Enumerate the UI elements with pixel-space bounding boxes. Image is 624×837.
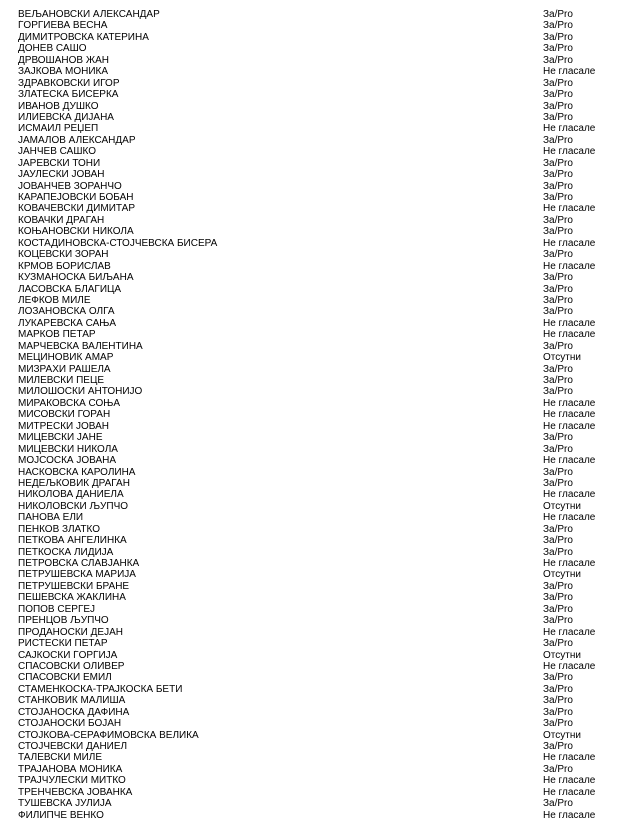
vote-row	[18, 535, 608, 546]
vote-result: За/Pro	[543, 134, 573, 146]
vote-result: Не гласале	[543, 786, 596, 798]
member-name: ЈОВАНЧЕВ ЗОРАНЧО	[18, 180, 122, 192]
vote-result: За/Pro	[543, 386, 573, 398]
vote-result: Не гласале	[543, 260, 596, 272]
vote-row	[18, 272, 608, 283]
vote-row	[18, 615, 608, 626]
vote-result: За/Pro	[543, 20, 573, 32]
member-name: ЗАЈКОВА МОНИКА	[18, 66, 108, 78]
vote-result: За/Pro	[543, 340, 573, 352]
vote-result: За/Pro	[543, 180, 573, 192]
vote-row	[18, 123, 608, 134]
member-name: ПЕТРУШЕВСКИ БРАНЕ	[18, 580, 130, 592]
vote-row	[18, 226, 608, 237]
vote-result: За/Pro	[543, 157, 573, 169]
vote-result: За/Pro	[543, 432, 573, 444]
vote-row	[18, 192, 608, 203]
vote-row	[18, 409, 608, 420]
vote-result: За/Pro	[543, 283, 573, 295]
vote-result: Не гласале	[543, 455, 596, 467]
vote-row	[18, 764, 608, 775]
vote-result: За/Pro	[543, 54, 573, 66]
vote-result: За/Pro	[543, 638, 573, 650]
vote-result: За/Pro	[543, 192, 573, 203]
vote-result: Отсутни	[543, 500, 581, 512]
vote-result: Не гласале	[543, 237, 596, 249]
vote-result: Не гласале	[543, 397, 596, 409]
member-name: ЛОЗАНОВСКА ОЛГА	[18, 306, 115, 318]
member-name: МИЛЕВСКИ ПЕЦЕ	[18, 375, 105, 386]
vote-result: За/Pro	[543, 9, 573, 20]
member-name: ПЕШЕВСКА ЖАКЛИНА	[18, 592, 126, 604]
vote-result: Не гласале	[543, 809, 596, 821]
vote-row	[18, 101, 608, 112]
vote-row	[18, 375, 608, 386]
vote-row	[18, 752, 608, 763]
vote-row	[18, 295, 608, 306]
member-name: МОЈСОСКА ЈОВАНА	[18, 455, 117, 467]
vote-result: За/Pro	[543, 580, 573, 592]
vote-result: Не гласале	[543, 512, 596, 524]
vote-row	[18, 249, 608, 260]
vote-row	[18, 489, 608, 500]
member-name: ВЕЉАНОВСКИ АЛЕКСАНДАР	[18, 9, 160, 20]
member-name: ИВАНОВ ДУШКО	[18, 100, 99, 112]
vote-row	[18, 592, 608, 603]
vote-result: За/Pro	[543, 294, 573, 306]
member-name: ПЕТКОСКА ЛИДИЈА	[18, 546, 114, 558]
member-name: ПАНОВА ЕЛИ	[18, 512, 84, 524]
member-name: КОЦЕВСКИ ЗОРАН	[18, 249, 109, 261]
vote-row	[18, 558, 608, 569]
vote-row	[18, 66, 608, 77]
member-name: ЃОРГИЕВА ВЕСНА	[18, 20, 108, 32]
member-name: СПАСОВСКИ ОЛИВЕР	[18, 660, 125, 672]
member-name: КАРАПЕЈОВСКИ БОБАН	[18, 192, 134, 203]
member-name: СТОЈКОВА-СЕРАФИМОВСКА ВЕЛИКА	[18, 729, 199, 741]
vote-row	[18, 421, 608, 432]
vote-row	[18, 146, 608, 157]
vote-result: Не гласале	[543, 752, 596, 764]
vote-result: За/Pro	[543, 695, 573, 707]
vote-result: За/Pro	[543, 466, 573, 478]
vote-row	[18, 627, 608, 638]
vote-row	[18, 695, 608, 706]
vote-result: Не гласале	[543, 660, 596, 672]
vote-result: Не гласале	[543, 203, 596, 215]
member-name: ЈАУЛЕСКИ ЈОВАН	[18, 169, 105, 181]
member-name: ПОПОВ СЕРГЕЈ	[18, 603, 96, 615]
vote-result: За/Pro	[543, 43, 573, 55]
vote-row	[18, 512, 608, 523]
member-name: МИЦЕВСКИ ЈАНЕ	[18, 432, 103, 444]
member-name: ИЛИЕВСКА ДИЈАНА	[18, 111, 114, 123]
member-name: РИСТЕСКИ ПЕТАР	[18, 638, 108, 650]
vote-row	[18, 604, 608, 615]
member-name: КРМОВ БОРИСЛАВ	[18, 260, 111, 272]
member-name: ТРЕНЧЕВСКА ЈОВАНКА	[18, 786, 133, 798]
vote-row	[18, 444, 608, 455]
member-name: ТУШЕВСКА ЈУЛИЈА	[18, 798, 112, 810]
vote-result: Не гласале	[543, 146, 596, 158]
vote-result: Отсутни	[543, 729, 581, 741]
vote-list	[18, 9, 608, 821]
vote-result: За/Pro	[543, 535, 573, 547]
vote-result: За/Pro	[543, 306, 573, 318]
vote-row	[18, 707, 608, 718]
vote-row	[18, 20, 608, 31]
member-name: МЕЦИНОВИЌ АМАР	[18, 352, 114, 364]
vote-row	[18, 158, 608, 169]
vote-row	[18, 284, 608, 295]
vote-row	[18, 386, 608, 397]
vote-row	[18, 741, 608, 752]
vote-result: За/Pro	[543, 718, 573, 730]
member-name: СПАСОВСКИ ЕМИЛ	[18, 672, 112, 684]
member-name: ЗЛАТЕСКА БИСЕРКА	[18, 89, 119, 101]
vote-row	[18, 798, 608, 809]
vote-row	[18, 329, 608, 340]
member-name: ДРВОШАНОВ ЖАН	[18, 54, 109, 66]
vote-result: За/Pro	[543, 363, 573, 375]
member-name: ПЕТКОВА АНГЕЛИНКА	[18, 535, 127, 547]
member-name: МИРАКОВСКА СОЊА	[18, 397, 121, 409]
vote-row	[18, 43, 608, 54]
vote-row	[18, 169, 608, 180]
member-name: МАРЧЕВСКА ВАЛЕНТИНА	[18, 340, 143, 352]
vote-row	[18, 341, 608, 352]
member-name: ИСМАИЛ РЕЏЕП	[18, 123, 99, 135]
vote-result: За/Pro	[543, 214, 573, 226]
member-name: ФИЛИПЧЕ ВЕНКО	[18, 809, 104, 821]
vote-result: Не гласале	[543, 489, 596, 501]
vote-result: За/Pro	[543, 798, 573, 810]
vote-result: За/Pro	[543, 546, 573, 558]
vote-row	[18, 364, 608, 375]
member-name: СТАНКОВИЌ МАЛИША	[18, 695, 126, 707]
vote-result: За/Pro	[543, 615, 573, 627]
vote-result: За/Pro	[543, 683, 573, 695]
vote-result: За/Pro	[543, 741, 573, 752]
vote-row	[18, 672, 608, 683]
vote-row	[18, 787, 608, 798]
vote-row	[18, 398, 608, 409]
member-name: ТАЛЕВСКИ МИЛЕ	[18, 752, 102, 764]
member-name: ЛЕФКОВ МИЛЕ	[18, 294, 91, 306]
vote-row	[18, 684, 608, 695]
vote-result: За/Pro	[543, 249, 573, 261]
vote-result: Отсутни	[543, 569, 581, 581]
member-name: ЗДРАВКОВСКИ ИГОР	[18, 77, 120, 89]
vote-result: За/Pro	[543, 272, 573, 284]
vote-result: За/Pro	[543, 31, 573, 43]
member-name: ЛАСОВСКА БЛАГИЦА	[18, 283, 122, 295]
vote-row	[18, 650, 608, 661]
vote-row	[18, 581, 608, 592]
vote-result: За/Pro	[543, 100, 573, 112]
member-name: МИЦЕВСКИ НИКОЛА	[18, 443, 118, 455]
vote-result: За/Pro	[543, 89, 573, 101]
member-name: СТОЈАНОСКА ДАФИНА	[18, 706, 130, 718]
member-name: ЈАМАЛОВ АЛЕКСАНДАР	[18, 134, 136, 146]
member-name: ТРАЈЧУЛЕСКИ МИТКО	[18, 775, 126, 787]
vote-row	[18, 203, 608, 214]
vote-result: За/Pro	[543, 77, 573, 89]
vote-row	[18, 478, 608, 489]
member-name: СТАМЕНКОСКА-ТРАЈКОСКА БЕТИ	[18, 683, 183, 695]
member-name: МИЛОШОСКИ АНТОНИЈО	[18, 386, 143, 398]
member-name: ПРОДАНОСКИ ДЕЈАН	[18, 626, 123, 638]
member-name: НАСКОВСКА КАРОЛИНА	[18, 466, 136, 478]
member-name: ДОНЕВ САШО	[18, 43, 87, 55]
vote-row	[18, 215, 608, 226]
vote-result: Не гласале	[543, 409, 596, 421]
vote-result: Не гласале	[543, 329, 596, 341]
vote-row	[18, 661, 608, 672]
vote-result: За/Pro	[543, 477, 573, 489]
vote-result: За/Pro	[543, 672, 573, 684]
vote-result: Не гласале	[543, 66, 596, 78]
vote-row	[18, 32, 608, 43]
vote-row	[18, 261, 608, 272]
member-name: ТРАЈАНОВА МОНИКА	[18, 763, 123, 775]
vote-result: За/Pro	[543, 706, 573, 718]
vote-row	[18, 352, 608, 363]
vote-result: Отсутни	[543, 649, 581, 661]
member-name: ЈАНЧЕВ САШКО	[18, 146, 97, 158]
member-name: КОВАЧКИ ДРАГАН	[18, 214, 105, 226]
vote-result: Не гласале	[543, 775, 596, 787]
vote-row	[18, 318, 608, 329]
member-name: ПРЕНЦОВ ЉУПЧО	[18, 615, 109, 627]
vote-row	[18, 238, 608, 249]
member-name: МИСОВСКИ ГОРАН	[18, 409, 111, 421]
vote-row	[18, 181, 608, 192]
member-name: МИТРЕСКИ ЈОВАН	[18, 420, 109, 432]
vote-result: Не гласале	[543, 123, 596, 135]
vote-result: Не гласале	[543, 626, 596, 638]
member-name: СТОЈЧЕВСКИ ДАНИЕЛ	[18, 741, 128, 752]
member-name: МИЗРАХИ РАШЕЛА	[18, 363, 111, 375]
vote-row	[18, 569, 608, 580]
member-name: МАРКОВ ПЕТАР	[18, 329, 96, 341]
vote-row	[18, 524, 608, 535]
vote-result: За/Pro	[543, 443, 573, 455]
member-name: САЈКОСКИ ЃОРЃИЈА	[18, 649, 118, 661]
vote-result: Не гласале	[543, 317, 596, 329]
vote-result: За/Pro	[543, 603, 573, 615]
member-name: НИКОЛОВА ДАНИЕЛА	[18, 489, 124, 501]
vote-result: Отсутни	[543, 352, 581, 364]
vote-row	[18, 467, 608, 478]
member-name: КОВАЧЕВСКИ ДИМИТАР	[18, 203, 135, 215]
member-name: ПЕНКОВ ЗЛАТКО	[18, 523, 100, 535]
vote-row	[18, 78, 608, 89]
vote-row	[18, 89, 608, 100]
vote-result: За/Pro	[543, 523, 573, 535]
vote-row	[18, 810, 608, 821]
vote-row	[18, 775, 608, 786]
member-name: КОСТАДИНОВСКА-СТОЈЧЕВСКА БИСЕРА	[18, 237, 218, 249]
member-name: ПЕТРУШЕВСКА МАРИЈА	[18, 569, 136, 581]
vote-row	[18, 718, 608, 729]
vote-result: За/Pro	[543, 763, 573, 775]
member-name: ПЕТРОВСКА СЛАВЈАНКА	[18, 558, 140, 569]
member-name: НИКОЛОВСКИ ЉУПЧО	[18, 500, 129, 512]
vote-row	[18, 730, 608, 741]
vote-result: За/Pro	[543, 111, 573, 123]
vote-result: Не гласале	[543, 558, 596, 569]
vote-result: За/Pro	[543, 375, 573, 386]
vote-result: За/Pro	[543, 226, 573, 238]
vote-result: За/Pro	[543, 592, 573, 604]
vote-row	[18, 112, 608, 123]
vote-row	[18, 55, 608, 66]
vote-row	[18, 135, 608, 146]
member-name: КОЊАНОВСКИ НИКОЛА	[18, 226, 134, 238]
member-name: ДИМИТРОВСКА КАТЕРИНА	[18, 31, 149, 43]
vote-row	[18, 455, 608, 466]
vote-row	[18, 9, 608, 20]
vote-row	[18, 501, 608, 512]
vote-row	[18, 432, 608, 443]
vote-row	[18, 547, 608, 558]
member-name: КУЗМАНОСКА БИЉАНА	[18, 272, 134, 284]
member-name: СТОЈАНОСКИ БОЈАН	[18, 718, 122, 730]
member-name: НЕДЕЉКОВИЌ ДРАГАН	[18, 477, 130, 489]
vote-result: За/Pro	[543, 169, 573, 181]
vote-row	[18, 306, 608, 317]
member-name: ЛУКАРЕВСКА САЊА	[18, 317, 117, 329]
member-name: ЈАРЕВСКИ ТОНИ	[18, 157, 101, 169]
vote-result: Не гласале	[543, 420, 596, 432]
vote-row	[18, 638, 608, 649]
